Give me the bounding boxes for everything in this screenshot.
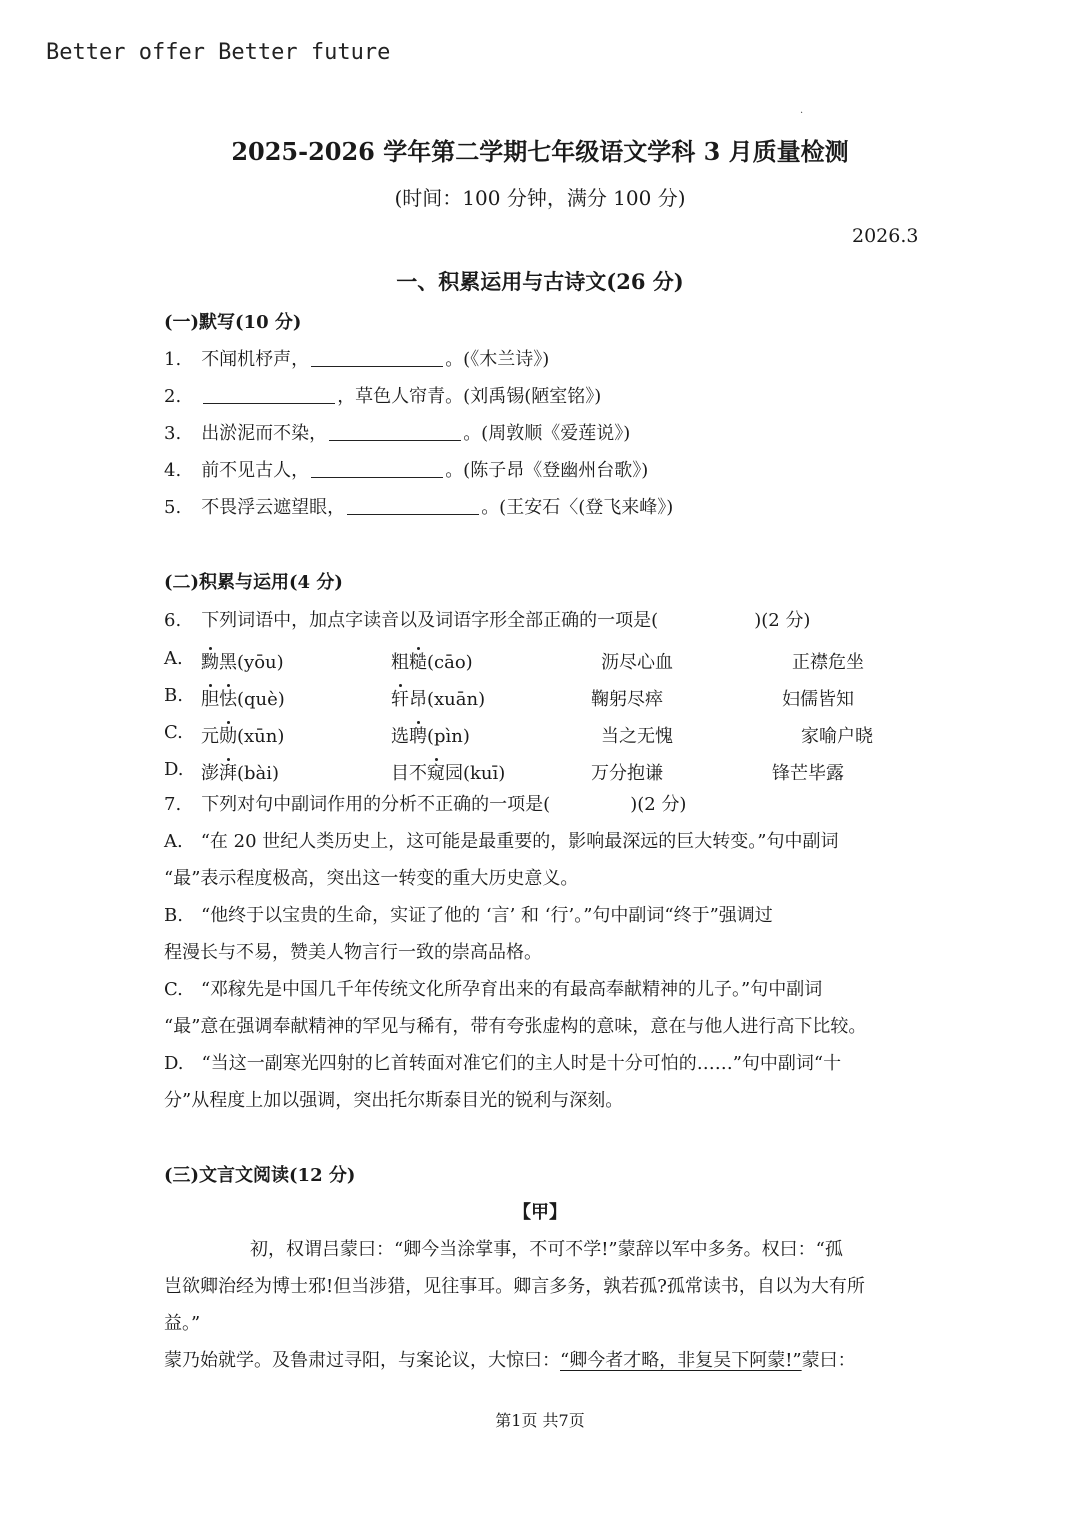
q6-option-d-letter: D. <box>164 759 184 780</box>
q6-option-d-word3: 万分抱谦 <box>591 763 663 784</box>
question-3 <box>164 419 630 445</box>
question-2 <box>164 382 601 408</box>
question-number: 3. <box>164 423 182 444</box>
q7-option-b-line1: B. “他终于以宝贵的生命，实证了他的 ‘言’ 和 ‘行’。”句中副词“终于”强调过 <box>164 905 773 926</box>
q6-option-a-word3: 沥尽心血 <box>601 652 673 673</box>
question-text: 不闻机杼声， <box>201 349 310 370</box>
question-6 <box>164 606 810 632</box>
part2-heading: (二)积累与运用(4 分) <box>164 572 343 593</box>
q7-option-d-line1: D. “当这一副寒光四射的匕首转面对准它们的主人时是十分可怕的……”句中副词“十 <box>164 1053 842 1074</box>
q6-option-c-letter: C. <box>164 722 183 743</box>
passage-text: 蒙乃始就学。及鲁肃过寻阳，与案论议，大惊曰： <box>164 1350 560 1371</box>
q6-option-c-word1: 元勋(xūn) <box>201 726 285 747</box>
answer-blank[interactable] <box>347 496 479 515</box>
q6-option-a-letter: A. <box>164 648 183 669</box>
question-5 <box>164 493 673 519</box>
question-stem: 下列词语中，加点字读音以及词语字形全部正确的一项是( <box>201 610 659 631</box>
passage-line-1: 初，权谓吕蒙曰：“卿今当涂掌事，不可不学!”蒙辞以军中多务。权曰：“孤 <box>250 1239 843 1260</box>
question-source: 。(陈子昂《登幽州台歌》) <box>445 460 649 481</box>
question-number: 5. <box>164 497 182 518</box>
passage-label: 【甲】 <box>513 1202 567 1223</box>
q6-option-a-word4: 正襟危坐 <box>792 652 864 673</box>
q7-option-c-line2: “最”意在强调奉献精神的罕见与稀有，带有夸张虚构的意味，意在与他人进行高下比较。 <box>164 1016 867 1037</box>
q7-option-d-line2: 分”从程度上加以强调，突出托尔斯泰目光的锐利与深刻。 <box>164 1090 624 1111</box>
exam-title: 2025-2026 学年第二学期七年级语文学科 3 月质量检测 <box>231 137 849 166</box>
q6-option-d-word2: 目不窥园(kuī) <box>391 763 506 784</box>
question-points: )(2 分) <box>630 794 687 815</box>
exam-subtitle: (时间：100 分钟，满分 100 分) <box>394 186 686 210</box>
question-text: 不畏浮云遮望眼， <box>201 497 346 518</box>
question-1 <box>164 345 549 371</box>
answer-blank[interactable] <box>329 422 461 441</box>
question-number: 4. <box>164 460 182 481</box>
q6-option-d-word4: 锋芒毕露 <box>772 763 844 784</box>
question-source: 。(王安石〈(登飞来峰》) <box>481 497 674 518</box>
answer-blank[interactable] <box>311 348 443 367</box>
question-number: 2. <box>164 386 182 407</box>
question-number: 1. <box>164 349 182 370</box>
part1-heading: (一)默写(10 分) <box>164 312 302 333</box>
q7-option-b-line2: 程漫长与不易，赞美人物言行一致的崇高品格。 <box>164 942 542 963</box>
q6-option-c-word4: 家喻户晓 <box>801 726 873 747</box>
exam-date: 2026.3 <box>852 225 919 247</box>
part3-heading: (三)文言文阅读(12 分) <box>164 1165 356 1186</box>
question-text: 出淤泥而不染， <box>201 423 328 444</box>
question-source: 。(《木兰诗》) <box>445 349 550 370</box>
q6-option-a-word1: 黝黑(yōu) <box>201 652 284 673</box>
q6-option-c-word3: 当之无愧 <box>601 726 673 747</box>
question-points: )(2 分) <box>754 610 811 631</box>
question-4 <box>164 456 648 482</box>
passage-line-4 <box>164 1346 856 1372</box>
passage-line-3: 益。” <box>164 1313 201 1334</box>
q6-option-a-word2: 粗糙(cāo) <box>391 652 473 673</box>
q6-option-b-letter: B. <box>164 685 183 706</box>
question-text: 前不见古人， <box>201 460 310 481</box>
question-number: 6. <box>164 610 182 631</box>
stray-dot: · <box>800 108 804 119</box>
q6-option-d-word1: 澎湃(bài) <box>201 763 280 784</box>
question-source: 。(周敦顺《爱莲说》) <box>463 423 631 444</box>
question-number: 7. <box>164 794 182 815</box>
passage-line-2: 岂欲卿治经为博士邪!但当涉猎，见往事耳。卿言多务，孰若孤?孤常读书，自以为大有所 <box>164 1276 865 1297</box>
question-source: ，草色人帘青。(刘禹锡(陋室铭》) <box>337 386 602 407</box>
answer-blank[interactable] <box>311 459 443 478</box>
question-7 <box>164 790 686 816</box>
q6-option-b-word1: 胆怯(què) <box>201 689 285 710</box>
q6-option-b-word4: 妇儒皆知 <box>782 689 854 710</box>
question-stem: 下列对句中副词作用的分析不正确的一项是( <box>201 794 551 815</box>
q7-option-a-line1: A. “在 20 世纪人类历史上，这可能是最重要的，影响最深远的巨大转变。”句中副词 <box>164 831 839 852</box>
q6-option-c-word2: 选聘(pìn) <box>391 726 470 747</box>
watermark: Better offer Better future <box>46 40 391 65</box>
q6-option-b-word3: 鞠躬尽瘁 <box>591 689 663 710</box>
q7-option-c-line1: C. “邓稼先是中国几千年传统文化所孕育出来的有最高奉献精神的儿子。”句中副词 <box>164 979 823 1000</box>
section-heading: 一、积累运用与古诗文(26 分) <box>396 269 684 294</box>
q7-option-a-line2: “最”表示程度极高，突出这一转变的重大历史意义。 <box>164 868 579 889</box>
q6-option-b-word2: 轩昂(xuān) <box>391 689 486 710</box>
underlined-sentence: “卿今者才略，非复吴下阿蒙!” <box>560 1350 802 1371</box>
answer-blank[interactable] <box>203 385 335 404</box>
passage-text: 蒙曰： <box>801 1350 856 1371</box>
page-footer: 第1页 共7页 <box>495 1411 585 1430</box>
